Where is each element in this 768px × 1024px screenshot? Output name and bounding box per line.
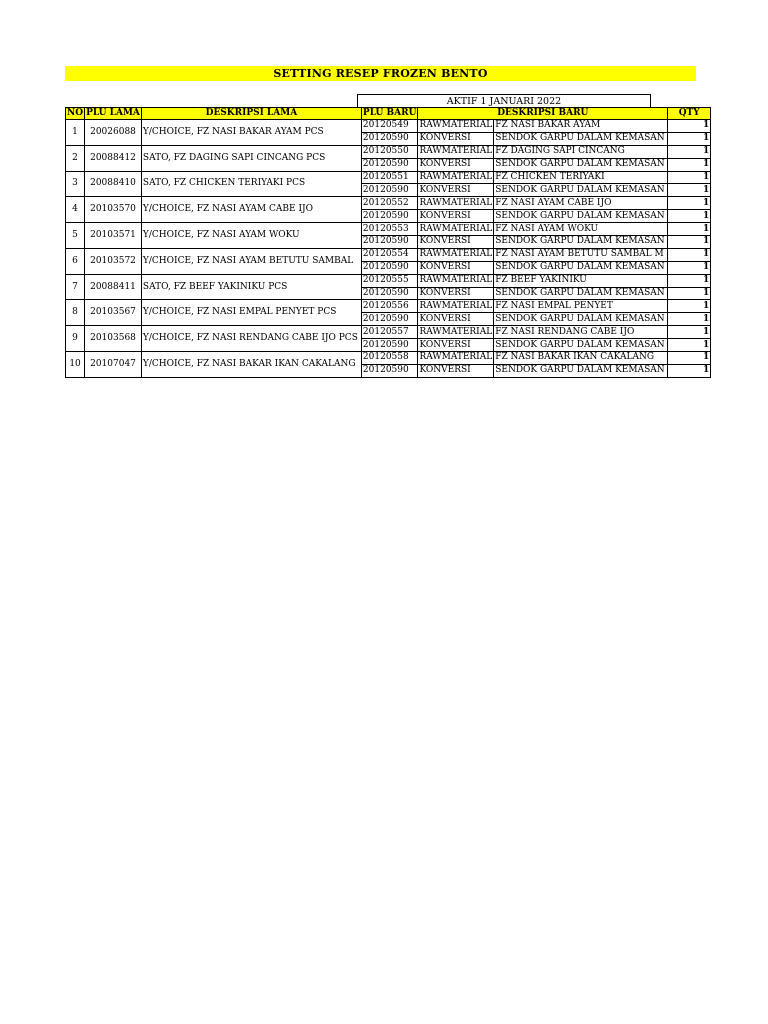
plu-baru-cell: 20120590	[361, 313, 418, 326]
plu-baru-cell: 20120590	[361, 364, 418, 377]
table-row	[66, 120, 711, 133]
plu-baru-cell: 20120590	[361, 158, 418, 171]
item-type-cell: KONVERSI	[418, 313, 494, 326]
deskripsi-baru-cell: FZ NASI RENDANG CABE IJO	[494, 326, 668, 339]
plu-lama-cell: 20103568	[85, 326, 142, 352]
deskripsi-baru-cell: SENDOK GARPU DALAM KEMASAN	[494, 339, 668, 352]
deskripsi-baru-cell: SENDOK GARPU DALAM KEMASAN	[494, 184, 668, 197]
plu-baru-cell: 20120590	[361, 261, 418, 274]
plu-baru-cell: 20120558	[361, 352, 418, 365]
qty-cell: 1	[668, 210, 711, 223]
deskripsi-baru-cell: SENDOK GARPU DALAM KEMASAN	[494, 287, 668, 300]
qty-cell: 1	[668, 248, 711, 261]
deskripsi-baru-cell: FZ NASI AYAM BETUTU SAMBAL M	[494, 248, 668, 261]
deskripsi-lama-cell: Y/CHOICE, FZ NASI AYAM CABE IJO	[141, 197, 361, 223]
table-body	[66, 120, 711, 378]
deskripsi-lama-cell: SATO, FZ CHICKEN TERIYAKI PCS	[141, 171, 361, 197]
deskripsi-baru-cell: SENDOK GARPU DALAM KEMASAN	[494, 261, 668, 274]
header-plu-lama: PLU LAMA	[86, 108, 140, 118]
deskripsi-lama-cell: Y/CHOICE, FZ NASI EMPAL PENYET PCS	[141, 300, 361, 326]
plu-baru-cell: 20120557	[361, 326, 418, 339]
item-type-cell: KONVERSI	[418, 287, 494, 300]
item-type-cell: KONVERSI	[418, 158, 494, 171]
header-no: NO	[67, 108, 84, 118]
table-row	[66, 223, 711, 236]
qty-cell: 1	[668, 326, 711, 339]
deskripsi-baru-cell: SENDOK GARPU DALAM KEMASAN	[494, 364, 668, 377]
plu-baru-cell: 20120551	[361, 171, 418, 184]
deskripsi-baru-cell: FZ NASI AYAM CABE IJO	[494, 197, 668, 210]
plu-baru-cell: 20120550	[361, 145, 418, 158]
item-type-cell: RAWMATERIAL	[419, 352, 493, 363]
plu-baru-cell: 20120552	[361, 197, 418, 210]
item-type-cell: RAWMATERIAL	[419, 120, 493, 131]
plu-lama-cell: 20107047	[85, 352, 142, 378]
row-number: 9	[66, 326, 85, 352]
deskripsi-baru-cell: FZ NASI BAKAR IKAN CAKALANG	[494, 352, 668, 365]
item-type-cell: KONVERSI	[418, 132, 494, 145]
qty-cell: 1	[668, 158, 711, 171]
table-row	[66, 352, 711, 365]
row-number: 4	[66, 197, 85, 223]
deskripsi-lama-cell: SATO, FZ BEEF YAKINIKU PCS	[141, 274, 361, 300]
qty-cell: 1	[668, 313, 711, 326]
deskripsi-baru-cell: SENDOK GARPU DALAM KEMASAN	[494, 236, 668, 249]
page-title: SETTING RESEP FROZEN BENTO	[65, 66, 696, 81]
plu-lama-cell: 20103571	[85, 223, 142, 249]
header-qty: QTY	[668, 108, 711, 120]
deskripsi-baru-cell: SENDOK GARPU DALAM KEMASAN	[494, 313, 668, 326]
deskripsi-lama-cell: Y/CHOICE, FZ NASI RENDANG CABE IJO PCS	[141, 326, 361, 352]
item-type-cell: RAWMATERIAL	[419, 197, 493, 208]
qty-cell: 1	[668, 364, 711, 377]
row-number: 6	[66, 248, 85, 274]
row-number: 7	[66, 274, 85, 300]
deskripsi-baru-cell: FZ DAGING SAPI CINCANG	[494, 145, 668, 158]
plu-baru-cell: 20120549	[361, 120, 418, 133]
plu-baru-cell: 20120556	[361, 300, 418, 313]
deskripsi-baru-cell: FZ NASI AYAM WOKU	[494, 223, 668, 236]
deskripsi-baru-cell: FZ NASI BAKAR AYAM	[494, 120, 668, 133]
plu-lama-cell: 20088410	[85, 171, 142, 197]
plu-baru-cell: 20120553	[361, 223, 418, 236]
row-number: 2	[66, 145, 85, 171]
qty-cell: 1	[668, 132, 711, 145]
plu-lama-cell: 20103572	[85, 248, 142, 274]
header-plu-baru: PLU BARU	[362, 108, 417, 118]
plu-lama-cell: 20088412	[85, 145, 142, 171]
table-row	[66, 171, 711, 184]
plu-baru-cell: 20120590	[361, 236, 418, 249]
row-number: 1	[66, 120, 85, 146]
item-type-cell: KONVERSI	[418, 236, 494, 249]
deskripsi-baru-cell: FZ CHICKEN TERIYAKI	[494, 171, 668, 184]
qty-cell: 1	[668, 300, 711, 313]
deskripsi-lama-cell: Y/CHOICE, FZ NASI BAKAR AYAM PCS	[141, 120, 361, 146]
header-deskripsi-lama: DESKRIPSI LAMA	[141, 108, 361, 120]
effective-date-label: AKTIF 1 JANUARI 2022	[357, 94, 651, 107]
qty-cell: 1	[668, 120, 711, 133]
plu-baru-cell: 20120590	[361, 287, 418, 300]
item-type-cell: KONVERSI	[418, 184, 494, 197]
plu-baru-cell: 20120590	[361, 339, 418, 352]
qty-cell: 1	[668, 171, 711, 184]
item-type-cell: RAWMATERIAL	[419, 249, 493, 260]
table-row	[66, 274, 711, 287]
plu-lama-cell: 20088411	[85, 274, 142, 300]
deskripsi-baru-cell: FZ BEEF YAKINIKU	[494, 274, 668, 287]
plu-baru-cell: 20120590	[361, 184, 418, 197]
item-type-cell: RAWMATERIAL	[419, 326, 493, 337]
item-type-cell: RAWMATERIAL	[419, 300, 493, 311]
qty-cell: 1	[668, 223, 711, 236]
plu-baru-cell: 20120554	[361, 248, 418, 261]
item-type-cell: RAWMATERIAL	[419, 223, 493, 234]
table-row	[66, 326, 711, 339]
item-type-cell: KONVERSI	[418, 339, 494, 352]
deskripsi-lama-cell: Y/CHOICE, FZ NASI BAKAR IKAN CAKALANG	[141, 352, 361, 378]
table-row	[66, 197, 711, 210]
item-type-cell: RAWMATERIAL	[419, 172, 493, 182]
header-deskripsi-baru: DESKRIPSI BARU	[418, 108, 668, 120]
deskripsi-baru-cell: FZ NASI EMPAL PENYET	[494, 300, 668, 313]
deskripsi-baru-cell: SENDOK GARPU DALAM KEMASAN	[494, 158, 668, 171]
item-type-cell: KONVERSI	[418, 261, 494, 274]
item-type-cell: RAWMATERIAL	[419, 275, 493, 286]
deskripsi-lama-cell: SATO, FZ DAGING SAPI CINCANG PCS	[141, 145, 361, 171]
recipe-table	[65, 107, 711, 378]
qty-cell: 1	[668, 339, 711, 352]
deskripsi-baru-cell: SENDOK GARPU DALAM KEMASAN	[494, 132, 668, 145]
table-row	[66, 145, 711, 158]
plu-lama-cell: 20026088	[85, 120, 142, 146]
row-number: 10	[66, 352, 85, 378]
qty-cell: 1	[668, 236, 711, 249]
table-header	[66, 108, 711, 120]
deskripsi-baru-cell: SENDOK GARPU DALAM KEMASAN	[494, 210, 668, 223]
item-type-cell: KONVERSI	[418, 364, 494, 377]
qty-cell: 1	[668, 145, 711, 158]
deskripsi-lama-cell: Y/CHOICE, FZ NASI AYAM BETUTU SAMBAL	[141, 248, 361, 274]
plu-baru-cell: 20120590	[361, 210, 418, 223]
plu-baru-cell: 20120555	[361, 274, 418, 287]
item-type-cell: RAWMATERIAL	[419, 146, 493, 157]
qty-cell: 1	[668, 274, 711, 287]
qty-cell: 1	[668, 197, 711, 210]
qty-cell: 1	[668, 352, 711, 365]
qty-cell: 1	[668, 287, 711, 300]
qty-cell: 1	[668, 261, 711, 274]
row-number: 5	[66, 223, 85, 249]
table-row	[66, 300, 711, 313]
row-number: 3	[66, 171, 85, 197]
row-number: 8	[66, 300, 85, 326]
plu-baru-cell: 20120590	[361, 132, 418, 145]
table-row	[66, 248, 711, 261]
deskripsi-lama-cell: Y/CHOICE, FZ NASI AYAM WOKU	[141, 223, 361, 249]
item-type-cell: KONVERSI	[418, 210, 494, 223]
plu-lama-cell: 20103570	[85, 197, 142, 223]
plu-lama-cell: 20103567	[85, 300, 142, 326]
qty-cell: 1	[668, 184, 711, 197]
